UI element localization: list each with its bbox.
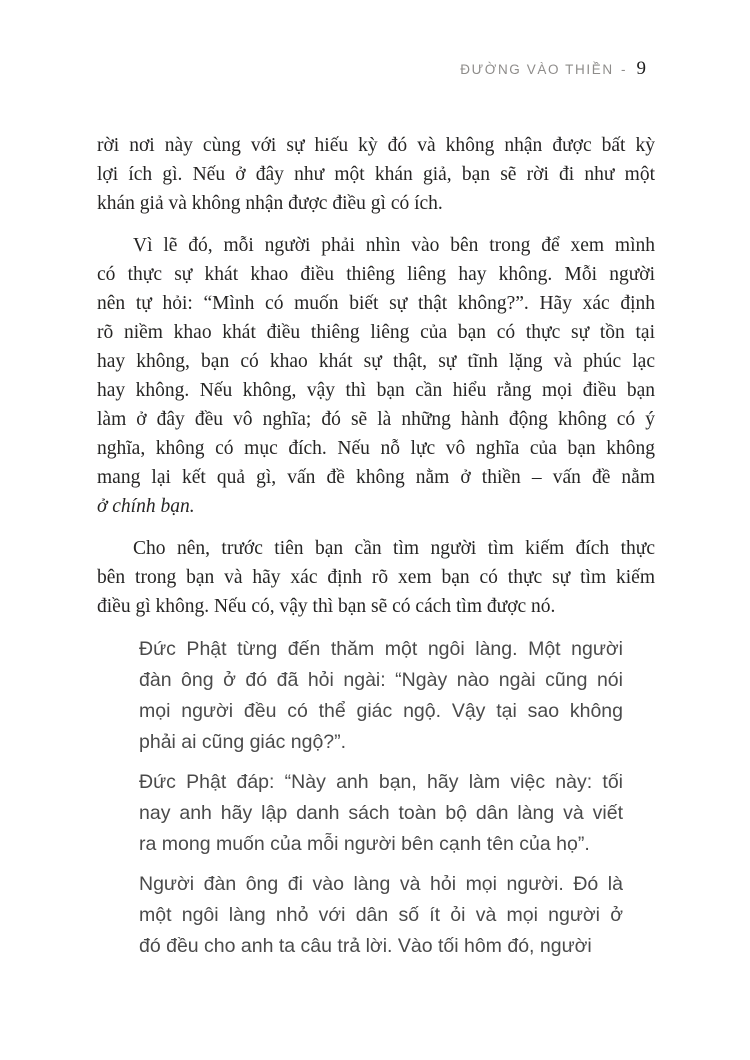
text-line: phải ai cũng giác ngộ?”. bbox=[139, 731, 347, 753]
text-line: có thực sự khát khao điều thiêng liêng hay không. Mỗi người bbox=[97, 264, 655, 285]
text-line: Đức Phật đáp: “Này anh bạn, hãy làm việc này: tối bbox=[139, 771, 623, 793]
text-line: hay không. Nếu không, vậy thì bạn cần hiểu rằng mọi điều bạn bbox=[97, 380, 655, 401]
text-line: một ngôi làng nhỏ với dân số ít ỏi và mọi người ở bbox=[139, 904, 623, 926]
text-line: Vì lẽ đó, mỗi người phải nhìn vào bên trong để xem mình bbox=[133, 235, 655, 256]
text-line: nghĩa, không có mục đích. Nếu nỗ lực vô nghĩa của bạn không bbox=[97, 438, 655, 459]
page-number: 9 bbox=[636, 58, 646, 79]
text-line: rõ niềm khao khát điều thiêng liêng của bạn có thực sự tồn tại bbox=[97, 322, 655, 343]
text-line: ra mong muốn của mỗi người bên cạnh tên của họ”. bbox=[139, 833, 590, 855]
text-line: Người đàn ông đi vào làng và hỏi mọi người. Đó là bbox=[139, 873, 623, 895]
text-line: điều gì không. Nếu có, vậy thì bạn sẽ có cách tìm được nó. bbox=[97, 596, 556, 617]
text-line: nên tự hỏi: “Mình có muốn biết sự thật không?”. Hãy xác định bbox=[97, 293, 655, 314]
text-line: đó đều cho anh ta câu trả lời. Vào tối hôm đó, người bbox=[139, 935, 592, 957]
header-separator: - bbox=[621, 62, 628, 77]
body-paragraph bbox=[97, 131, 655, 218]
text-line: nay anh hãy lập danh sách toàn bộ dân làng và viết bbox=[139, 802, 623, 824]
quote-paragraph bbox=[139, 869, 623, 962]
body-paragraph bbox=[97, 231, 655, 521]
running-title: ĐƯỜNG VÀO THIỀN bbox=[460, 62, 614, 77]
text-line: Đức Phật từng đến thăm một ngôi làng. Một người bbox=[139, 638, 623, 660]
text-line: khán giả và không nhận được điều gì có ích. bbox=[97, 193, 443, 214]
body-paragraph bbox=[97, 534, 655, 621]
text-line: lợi ích gì. Nếu ở đây như một khán giả, bạn sẽ rời đi như một bbox=[97, 164, 655, 185]
text-line: rời nơi này cùng với sự hiếu kỳ đó và không nhận được bất kỳ bbox=[97, 135, 655, 156]
text-line: đàn ông ở đó đã hỏi ngài: “Ngày nào ngài cũng nói bbox=[139, 669, 623, 691]
text-line: hay không, bạn có khao khát sự thật, sự tĩnh lặng và phúc lạc bbox=[97, 351, 655, 372]
text-line: mọi người đều có thể giác ngộ. Vậy tại sao không bbox=[139, 700, 623, 722]
text-line: mang lại kết quả gì, vấn đề không nằm ở thiền – vấn đề nằm bbox=[97, 467, 655, 488]
page-header bbox=[460, 59, 646, 80]
text-line: ở chính bạn. bbox=[97, 496, 195, 517]
text-line: bên trong bạn và hãy xác định rõ xem bạn có thực sự tìm kiếm bbox=[97, 567, 655, 588]
text-line: làm ở đây đều vô nghĩa; đó sẽ là những hành động không có ý bbox=[97, 409, 655, 430]
page-content bbox=[97, 131, 655, 971]
quote-paragraph bbox=[139, 634, 623, 758]
text-line: Cho nên, trước tiên bạn cần tìm người tìm kiếm đích thực bbox=[133, 538, 655, 559]
quote-paragraph bbox=[139, 767, 623, 860]
